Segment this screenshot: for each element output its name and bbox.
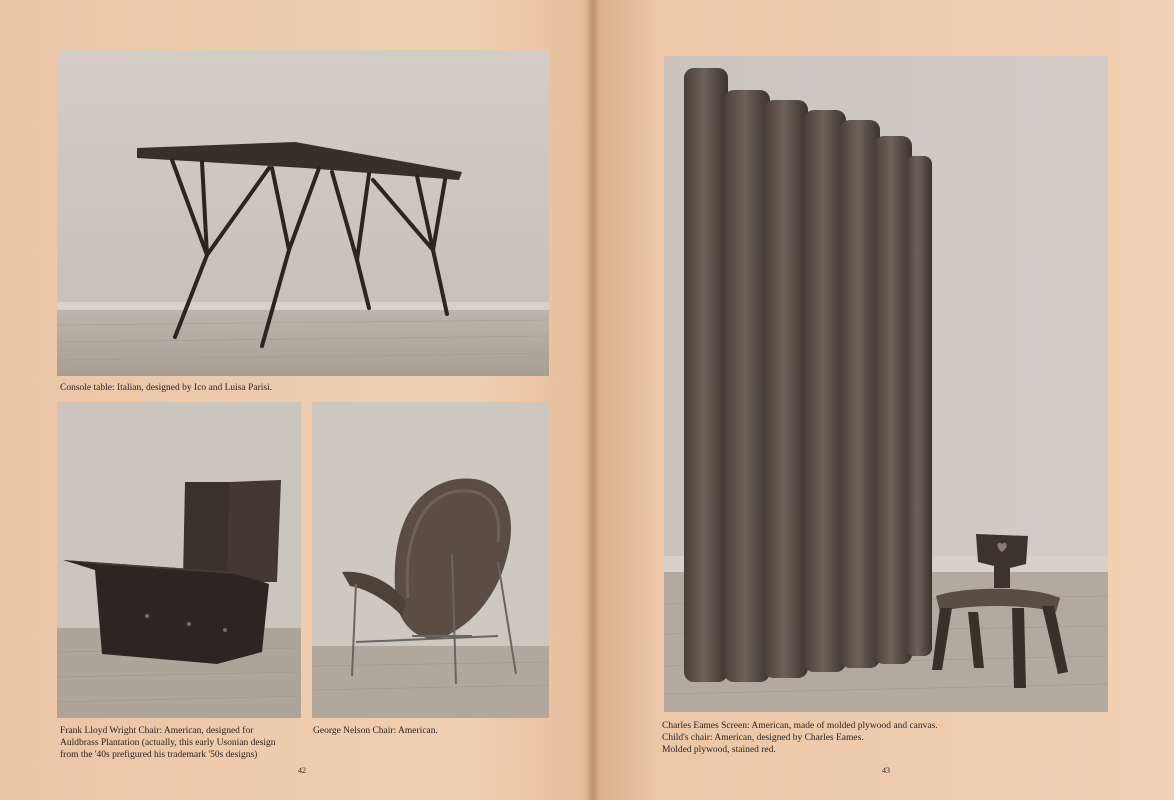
right-page bbox=[596, 0, 1174, 800]
nelson-caption-text: George Nelson Chair: American. bbox=[313, 726, 438, 736]
frank-lloyd-wright-chair-caption bbox=[60, 725, 275, 761]
childs-chair-caption-line-2: Molded plywood, stained red. bbox=[662, 745, 776, 755]
wright-caption-line-2: Auldbrass Plantation (actually, this early Usonian design bbox=[60, 738, 276, 748]
console-table-photo bbox=[57, 50, 549, 376]
childs-chair-caption-line-1: Child's chair: American, designed by Charles Eames. bbox=[662, 733, 864, 743]
page-number-left: 42 bbox=[298, 766, 306, 775]
wright-caption-line-1: Frank Lloyd Wright Chair: American, designed for bbox=[60, 726, 254, 736]
page-number-right: 43 bbox=[882, 766, 890, 775]
console-table-caption-text: Console table: Italian, designed by Ico and Luisa Parisi. bbox=[60, 383, 273, 393]
george-nelson-chair-caption bbox=[313, 725, 438, 737]
eames-screen-caption-text: Charles Eames Screen: American, made of molded plywood and canvas. bbox=[662, 721, 938, 731]
george-nelson-chair-photo bbox=[312, 402, 549, 718]
eames-screen-and-childs-chair-photo bbox=[664, 56, 1108, 712]
console-table-caption bbox=[60, 382, 272, 394]
wright-caption-line-3: from the '40s prefigured his trademark '50s designs) bbox=[60, 750, 258, 760]
eames-screen-caption bbox=[662, 720, 938, 756]
frank-lloyd-wright-chair-photo bbox=[57, 402, 301, 718]
